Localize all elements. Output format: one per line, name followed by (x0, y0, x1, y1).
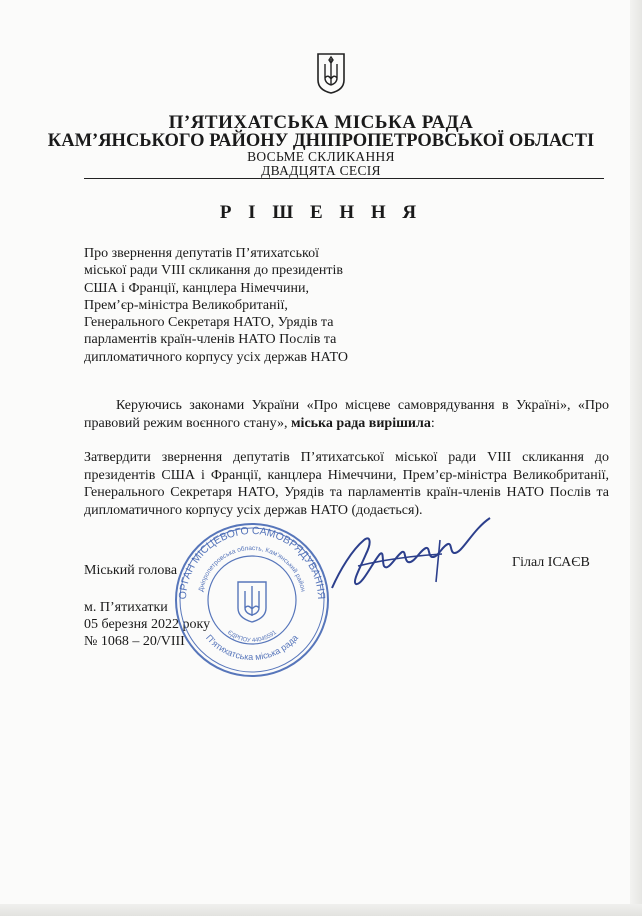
decision-number: № 1068 – 20/VIII (84, 634, 185, 649)
convocation: ВОСЬМЕ СКЛИКАННЯ (247, 149, 395, 164)
decision-date: 05 березня 2022 року (84, 617, 211, 632)
signatory-name: Гілал ІСАЄВ (512, 555, 590, 570)
page-bottom-shadow (0, 904, 642, 916)
resolution-paragraph: Затвердити звернення депутатів П’ятихатської міської ради VIII скликання до президентів США і Франції, канцлера Німеччини, Прем’єр-міністра Великобританії, Генерального Секретаря НАТО, Урядів та парламентів країн-членів НАТО Послів та дипломатичного корпусу усіх держав НАТО (додається). (84, 450, 609, 518)
session: ДВАДЦЯТА СЕСІЯ (261, 163, 381, 178)
stamp-bottom-text: П’ятихатська міська рада (204, 632, 300, 663)
mayor-signature (322, 510, 502, 610)
svg-text:Дніпропетровська область, Кам’ (198, 545, 307, 593)
svg-text:ЄДРПОУ 44045591 (226, 629, 278, 644)
district-region: КАМ’ЯНСЬКОГО РАЙОНУ ДНІПРОПЕТРОВСЬКОЇ ОБЛАСТІ (47, 131, 595, 151)
svg-text:П’ятихатська міська рада (204, 633, 300, 662)
stamp-inner-text: Дніпропетровська область, Кам’янський район (197, 544, 307, 593)
preamble-paragraph (84, 397, 609, 432)
preamble-end: : (430, 415, 435, 431)
preamble-decided: міська рада вирішила (291, 415, 431, 431)
coat-of-arms-icon (316, 52, 346, 94)
header-divider (84, 178, 604, 179)
preamble-text: Керуючись законами України «Про місцеве самоврядування в Україні», «Про правовий режим воєнного стану», (84, 398, 609, 431)
council-name: П’ЯТИХАТСЬКА МІСЬКА РАДА (168, 112, 474, 133)
stamp-code: ЄДРПОУ 44045591 (226, 629, 278, 645)
official-stamp (172, 520, 332, 680)
signatory-title: Міський голова (84, 563, 178, 578)
document-type-heading: Р І Ш Е Н Н Я (219, 202, 423, 223)
decision-subject: Про звернення депутатів П’ятихатської міської ради VIII скликання до президентів США і Франції, канцлера Німеччини, Прем’єр-міністра Великобританії, Генерального Секретаря НАТО, Урядів та парламентів країн-членів НАТО Послів та дипломатичного корпусу усіх держав НАТО (84, 246, 348, 365)
stamp-outer-text: ОРГАН МІСЦЕВОГО САМОВРЯДУВАННЯ (176, 524, 328, 600)
place-of-issue: м. П’ятихатки (84, 600, 168, 615)
